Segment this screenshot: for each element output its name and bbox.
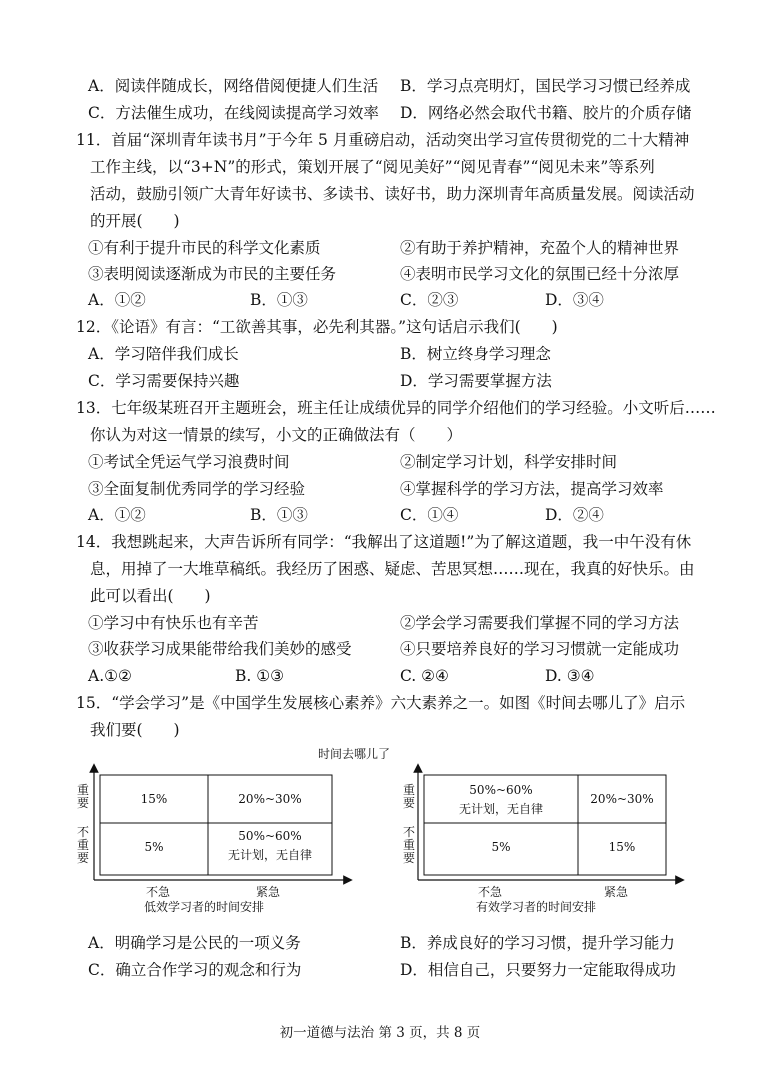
left-cell-bottom-right-note: 无计划，无自律 <box>227 848 312 862</box>
left-cell-top-left: 15% <box>140 792 168 806</box>
q12-option-b: B．树立终身学习理念 <box>400 345 551 363</box>
left-x-label-urgent: 紧急 <box>256 885 281 899</box>
q13-statement-1: ①考试全凭运气学习浪费时间 <box>88 453 290 471</box>
q11-stem-line1: 11．首届“深圳青年读书月”于今年 5 月重磅启动，活动突出学习宣传贯彻党的二十大精神 <box>76 131 690 149</box>
left-cell-bottom-right-pct: 50%~60% <box>238 829 302 843</box>
right-cell-bottom-right: 15% <box>608 840 636 854</box>
q13-stem-line1: 13．七年级某班召开主题班会，班主任让成绩优异的同学介绍他们的学习经验。小文听后…… <box>76 399 716 417</box>
q13-option-c: C．①④ <box>400 506 459 524</box>
right-cell-bottom-left: 5% <box>491 840 511 854</box>
q10-option-b: B．学习点亮明灯，国民学习习惯已经养成 <box>400 77 691 95</box>
right-cell-top-left-note: 无计划，无自律 <box>458 802 543 816</box>
q14-statement-2: ②学会学习需要我们掌握不同的学习方法 <box>400 614 680 632</box>
q11-option-c: C．②③ <box>400 291 459 309</box>
q12-stem: 12．《论语》有言：“工欲善其事，必先利其器。”这句话启示我们( ) <box>76 318 558 336</box>
q13-stem-line2: 你认为对这一情景的续写，小文的正确做法有（ ） <box>90 426 463 444</box>
q11-option-b: B．①③ <box>250 291 308 309</box>
q10-option-a: A．阅读伴随成长，网络借阅便捷人们生活 <box>88 77 379 95</box>
q12-option-c: C．学习需要保持兴趣 <box>88 372 240 390</box>
q14-statement-4: ④只要培养良好的学习习惯就一定能成功 <box>400 640 680 658</box>
q10-option-c: C．方法催生成功，在线阅读提高学习效率 <box>88 104 379 122</box>
q11-statement-4: ④表明市民学习文化的氛围已经十分浓厚 <box>400 265 680 283</box>
left-cell-bottom-left: 5% <box>144 840 164 854</box>
q13-statement-4: ④掌握科学的学习方法，提高学习效率 <box>400 480 664 498</box>
right-y-label-not-important: 不重要 <box>402 825 415 865</box>
q14-statement-1: ①学习中有快乐也有辛苦 <box>88 614 259 632</box>
q13-option-b: B．①③ <box>250 506 308 524</box>
q12-option-a: A．学习陪伴我们成长 <box>88 345 239 363</box>
q14-option-a: A.①② <box>88 667 132 685</box>
left-cell-top-right: 20%~30% <box>238 792 302 806</box>
right-caption: 有效学习者的时间安排 <box>476 900 597 914</box>
q11-option-d: D．③④ <box>545 291 604 309</box>
q14-stem-line1: 14．我想跳起来，大声告诉所有同学：“我解出了这道题!”为了解这道题，我一中午没有休 <box>76 533 692 551</box>
q12-option-d: D．学习需要掌握方法 <box>400 372 552 390</box>
q13-statement-2: ②制定学习计划，科学安排时间 <box>400 453 618 471</box>
q14-stem-line2: 息，用掉了一大堆草稿纸。我经历了困惑、疑虑、苦思冥想……现在，我真的好快乐。由 <box>90 560 695 578</box>
q15-option-b: B．养成良好的学习习惯，提升学习能力 <box>400 934 675 952</box>
q15-option-d: D．相信自己，只要努力一定能取得成功 <box>400 961 676 979</box>
right-y-label-important: 重要 <box>402 783 415 810</box>
q11-stem-line3: 活动，鼓励引领广大青年好读书、多读书、读好书，助力深圳青年高质量发展。阅读活动 <box>90 185 695 203</box>
right-x-label-not-urgent: 不急 <box>478 885 503 899</box>
page-footer: 初一道德与法治 第 3 页，共 8 页 <box>279 1025 481 1041</box>
right-cell-top-left-pct: 50%~60% <box>469 783 533 797</box>
q11-statement-1: ①有利于提升市民的科学文化素质 <box>88 239 321 257</box>
left-caption: 低效学习者的时间安排 <box>144 900 265 914</box>
q14-option-c: C. ②④ <box>400 667 449 685</box>
q11-statement-2: ②有助于养护精神，充盈个人的精神世界 <box>400 239 680 257</box>
q11-stem-line4: 的开展( ) <box>90 212 180 230</box>
q11-stem-line2: 工作主线，以“3+N”的形式，策划开展了“阅见美好”“阅见青春”“阅见未来”等系列 <box>90 158 655 176</box>
q13-option-a: A．①② <box>88 506 146 524</box>
q15-stem-line2: 我们要( ) <box>90 721 180 739</box>
q11-statement-3: ③表明阅读逐渐成为市民的主要任务 <box>88 265 337 283</box>
q15-stem-line1: 15．“学会学习”是《中国学生发展核心素养》六大素养之一。如图《时间去哪儿了》启示 <box>76 694 686 712</box>
q13-option-d: D．②④ <box>545 506 604 524</box>
q14-option-b: B. ①③ <box>235 667 285 685</box>
q14-stem-line3: 此可以看出( ) <box>90 587 211 605</box>
q11-option-a: A．①② <box>88 291 146 309</box>
q13-statement-3: ③全面复制优秀同学的学习经验 <box>88 480 306 498</box>
left-x-label-not-urgent: 不急 <box>146 885 171 899</box>
q15-option-c: C．确立合作学习的观念和行为 <box>88 961 302 979</box>
q10-option-d: D．网络必然会取代书籍、胶片的介质存储 <box>400 104 692 122</box>
left-y-label-not-important: 不重要 <box>76 825 89 865</box>
q14-statement-3: ③收获学习成果能带给我们美妙的感受 <box>88 640 352 658</box>
left-y-label-important: 重要 <box>76 783 89 810</box>
right-cell-top-right: 20%~30% <box>590 792 654 806</box>
right-x-label-urgent: 紧急 <box>604 885 629 899</box>
q14-option-d: D. ③④ <box>545 667 595 685</box>
figure-title: 时间去哪儿了 <box>318 747 391 761</box>
q15-option-a: A．明确学习是公民的一项义务 <box>88 934 301 952</box>
